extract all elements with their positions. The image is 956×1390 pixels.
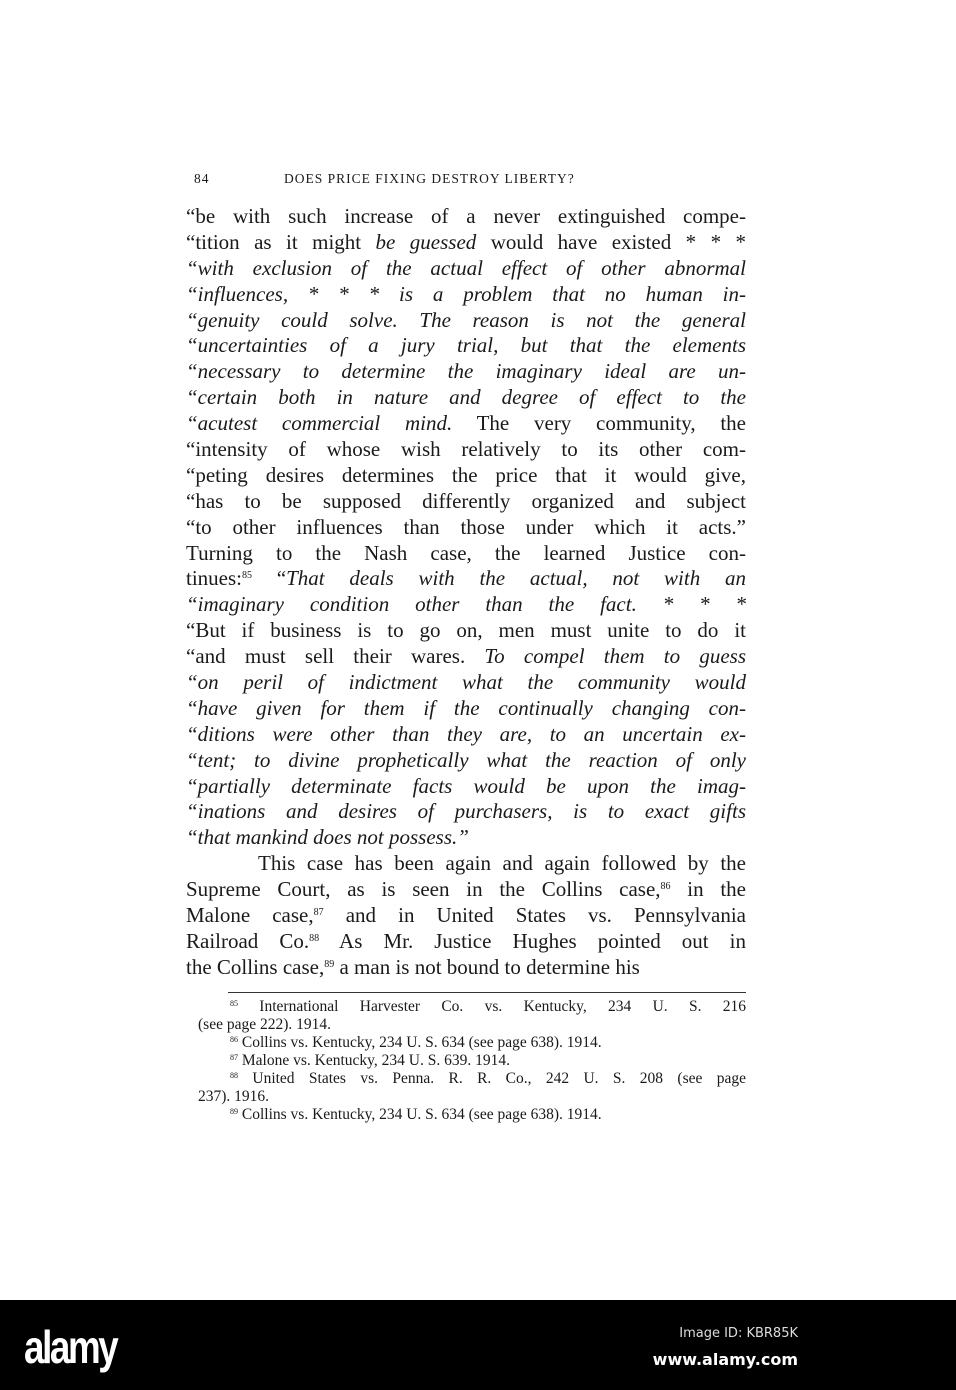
text-run: International Harvester Co. vs. Kentucky, 234 U. S. 216 [238,998,746,1015]
text-run: “But if business is to go on, men must unite to do it [186,618,746,643]
page-number: 84 [194,171,210,186]
text-line [186,774,746,800]
text-line [186,877,746,903]
text-run: “genuity could solve. The reason is not the general [186,307,746,332]
text-run: “have given for them if the continually changing con- [186,695,746,720]
text-line [186,308,746,334]
text-run: “acutest commercial mind. [186,411,453,436]
text-line [186,437,746,463]
text-line [186,696,746,722]
footnote-line [198,1106,746,1124]
text-run: “influences, * * * is a problem that no human in- [186,281,746,306]
footnote-ref: 87 [313,907,324,919]
text-run: the Collins case, [186,954,325,979]
text-line [186,385,746,411]
text-run: would have existed * * * [476,229,747,254]
footnote-rule [228,992,746,993]
text-run: Turning to the Nash case, the learned Justice con- [186,540,746,565]
text-run: “intensity of whose wish relatively to its other com- [186,437,746,462]
footnote-line [198,1088,746,1106]
text-line [186,489,746,515]
text-run: “uncertainties of a jury trial, but that the elements [186,333,746,358]
text-run: Malone vs. Kentucky, 234 U. S. 639. 1914. [238,1052,510,1069]
text-run: “that mankind does not possess.” [186,825,469,850]
body-text [186,204,746,981]
text-line [186,515,746,541]
text-line [186,851,746,877]
footnote-ref: 86 [660,881,671,893]
footnote-ref: 88 [309,932,320,944]
text-run: “necessary to determine the imaginary ideal are un- [186,359,746,384]
text-line [186,282,746,308]
text-run: United States vs. Penna. R. R. Co., 242 U. S. 208 (see page [238,1070,746,1087]
text-run: Supreme Court, as is seen in the Collins case, [186,877,661,902]
text-run: and in United States vs. Pennsylvania [323,903,746,928]
text-run: “to other influences than those under which it acts.” [186,514,746,539]
text-run: “with exclusion of the actual effect of other abnormal [186,255,746,280]
text-line [186,566,746,592]
watermark-footer [0,1300,956,1390]
text-line [186,722,746,748]
text-run: “imaginary condition other than the fact. * * * [186,592,746,617]
text-run: in the [670,877,746,902]
text-run: Railroad Co. [186,928,310,953]
footnote-ref: 85 [230,999,238,1008]
text-run: “and must sell their wares. [186,644,485,669]
text-line [186,903,746,929]
text-run: Malone case, [186,903,314,928]
text-line [186,748,746,774]
text-run: “tition as it might [186,229,376,254]
text-run: Collins vs. Kentucky, 234 U. S. 634 (see page 638). 1914. [238,1106,602,1123]
text-run: “be with such increase of a never extinguished compe- [186,204,746,228]
footnote-line [198,1052,746,1070]
footnote-line [198,1070,746,1088]
text-run: tinues: [186,566,242,591]
text-line [186,204,746,230]
footnote-line [198,1016,746,1034]
footnote-ref: 85 [242,570,252,582]
text-run: “partially determinate facts would be upon the imag- [186,773,746,798]
text-line [186,411,746,437]
text-run: Collins vs. Kentucky, 234 U. S. 634 (see page 638). 1914. [238,1034,602,1051]
text-line [186,618,746,644]
text-run: “tent; to divine prophetically what the reaction of only [186,747,746,772]
text-run: “certain both in nature and degree of effect to the [186,385,746,410]
text-line [186,929,746,955]
running-title: DOES PRICE FIXING DESTROY LIBERTY? [284,171,575,186]
text-line [186,955,746,981]
text-run: “peting desires determines the price that it would give, [186,462,746,487]
text-line [186,256,746,282]
footnote-ref: 86 [230,1035,238,1044]
text-run: “inations and desires of purchasers, is to exact gifts [186,799,746,824]
text-run: “has to be supposed differently organized and subject [186,488,746,513]
text-line [186,825,746,851]
footnotes [198,998,746,1124]
text-line [186,670,746,696]
text-line [186,230,746,256]
text-run: “on peril of indictment what the community would [186,670,746,695]
image-id: Image ID: KBR85K [679,1326,798,1341]
text-line [186,333,746,359]
text-line [186,541,746,567]
footnote-ref: 89 [324,958,335,970]
footnote-line [198,998,746,1016]
text-run: “ditions were other than they are, to an uncertain ex- [186,721,746,746]
text-line [186,799,746,825]
text-run: To compel them to guess [484,644,746,669]
text-run: This case has been again and again followed by the [258,851,746,876]
text-line [186,592,746,618]
website-link[interactable]: www.alamy.com [652,1350,798,1369]
text-run: “ [252,566,287,591]
footnote-ref: 88 [230,1071,238,1080]
text-run: The very community, the [452,411,746,436]
text-run: 237). 1916. [198,1088,270,1105]
text-run: a man is not bound to determine his [334,954,640,979]
text-line [186,644,746,670]
alamy-logo: alamy [24,1321,117,1373]
footnote-line [198,1034,746,1052]
text-run: be guessed [375,229,477,254]
text-run: (see page 222). 1914. [198,1016,331,1033]
footnote-ref: 87 [230,1053,238,1062]
text-line [186,359,746,385]
text-run: That deals with the actual, not with an [286,566,746,591]
text-run: As Mr. Justice Hughes pointed out in [319,928,746,953]
text-line [186,463,746,489]
footnote-ref: 89 [230,1107,238,1116]
